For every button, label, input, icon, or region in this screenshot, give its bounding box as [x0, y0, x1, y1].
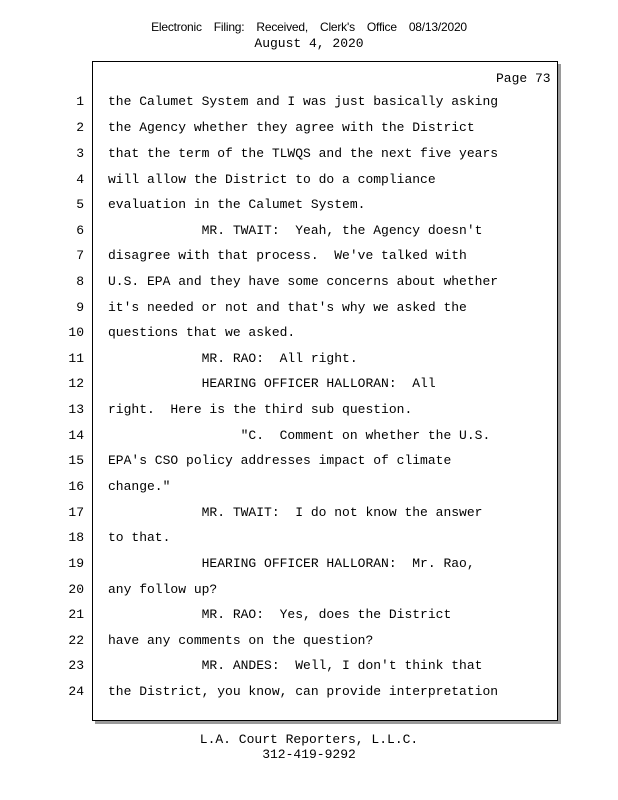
line-text: evaluation in the Calumet System. [108, 197, 366, 212]
line-text: "C. Comment on whether the U.S. [108, 428, 491, 443]
line-number: 10 [68, 325, 84, 340]
stamp-word: Received, [256, 20, 308, 34]
transcript-line [0, 223, 618, 243]
line-number: 21 [68, 607, 84, 622]
transcript-line [0, 197, 618, 217]
transcript-line [0, 684, 618, 704]
line-text: EPA's CSO policy addresses impact of climate [108, 453, 452, 468]
line-text: it's needed or not and that's why we asked the [108, 300, 467, 315]
transcript-line [0, 402, 618, 422]
line-number: 13 [68, 402, 84, 417]
stamp-word: Clerk's [319, 20, 355, 34]
line-number: 1 [76, 94, 84, 109]
line-number: 16 [68, 479, 84, 494]
transcript-line [0, 120, 618, 140]
transcript-line [0, 505, 618, 525]
page-number: Page 73 [496, 71, 551, 86]
transcript-line [0, 351, 618, 371]
line-text: MR. RAO: Yes, does the District [108, 607, 452, 622]
transcript-line [0, 376, 618, 396]
line-text: questions that we asked. [108, 325, 296, 340]
line-number: 23 [68, 658, 84, 673]
reporter-company: L.A. Court Reporters, L.L.C. [199, 732, 419, 747]
transcript-line [0, 428, 618, 448]
line-text: change." [108, 479, 171, 494]
transcript-line [0, 556, 618, 576]
line-text: any follow up? [108, 582, 218, 597]
line-number: 18 [68, 530, 84, 545]
line-number: 14 [68, 428, 84, 443]
line-text: HEARING OFFICER HALLORAN: All [108, 376, 436, 391]
line-text: have any comments on the question? [108, 633, 374, 648]
transcript-line [0, 94, 618, 114]
line-text: MR. TWAIT: I do not know the answer [108, 505, 483, 520]
line-number: 19 [68, 556, 84, 571]
reporter-phone: 312-419-9292 [262, 747, 356, 762]
line-number: 4 [76, 172, 84, 187]
transcript-line [0, 146, 618, 166]
line-text: HEARING OFFICER HALLORAN: Mr. Rao, [108, 556, 475, 571]
stamp-word: Electronic [151, 20, 202, 34]
stamp-word: 08/13/2020 [408, 20, 467, 34]
line-number: 24 [68, 684, 84, 699]
line-text: disagree with that process. We've talked with [108, 248, 467, 263]
transcript-line [0, 658, 618, 678]
line-number: 17 [68, 505, 84, 520]
line-text: U.S. EPA and they have some concerns about whether [108, 274, 499, 289]
transcript-line [0, 633, 618, 653]
hearing-date: August 4, 2020 [254, 36, 364, 51]
transcript-line [0, 248, 618, 268]
stamp-word: Office [366, 20, 397, 34]
line-text: that the term of the TLWQS and the next five years [108, 146, 499, 161]
line-number: 12 [68, 376, 84, 391]
line-number: 2 [76, 120, 84, 135]
line-text: will allow the District to do a compliance [108, 172, 436, 187]
line-number: 11 [68, 351, 84, 366]
line-number: 7 [76, 248, 84, 263]
transcript-line [0, 582, 618, 602]
line-text: MR. ANDES: Well, I don't think that [108, 658, 483, 673]
line-number: 6 [76, 223, 84, 238]
line-text: to that. [108, 530, 171, 545]
line-text: MR. TWAIT: Yeah, the Agency doesn't [108, 223, 483, 238]
transcript-line [0, 607, 618, 627]
line-number: 15 [68, 453, 84, 468]
line-number: 8 [76, 274, 84, 289]
stamp-word: Filing: [213, 20, 245, 34]
line-number: 3 [76, 146, 84, 161]
line-text: the District, you know, can provide interpretation [108, 684, 499, 699]
line-number: 22 [68, 633, 84, 648]
reporter-footer [0, 732, 618, 762]
transcript-line [0, 300, 618, 320]
transcript-line [0, 172, 618, 192]
line-text: the Agency whether they agree with the District [108, 120, 475, 135]
transcript-line [0, 530, 618, 550]
line-number: 9 [76, 300, 84, 315]
line-number: 5 [76, 197, 84, 212]
transcript-line [0, 274, 618, 294]
line-text: MR. RAO: All right. [108, 351, 358, 366]
line-number: 20 [68, 582, 84, 597]
electronic-filing-stamp [0, 20, 618, 34]
transcript-line [0, 479, 618, 499]
line-text: right. Here is the third sub question. [108, 402, 413, 417]
line-text: the Calumet System and I was just basically asking [108, 94, 499, 109]
transcript-line [0, 325, 618, 345]
transcript-line [0, 453, 618, 473]
